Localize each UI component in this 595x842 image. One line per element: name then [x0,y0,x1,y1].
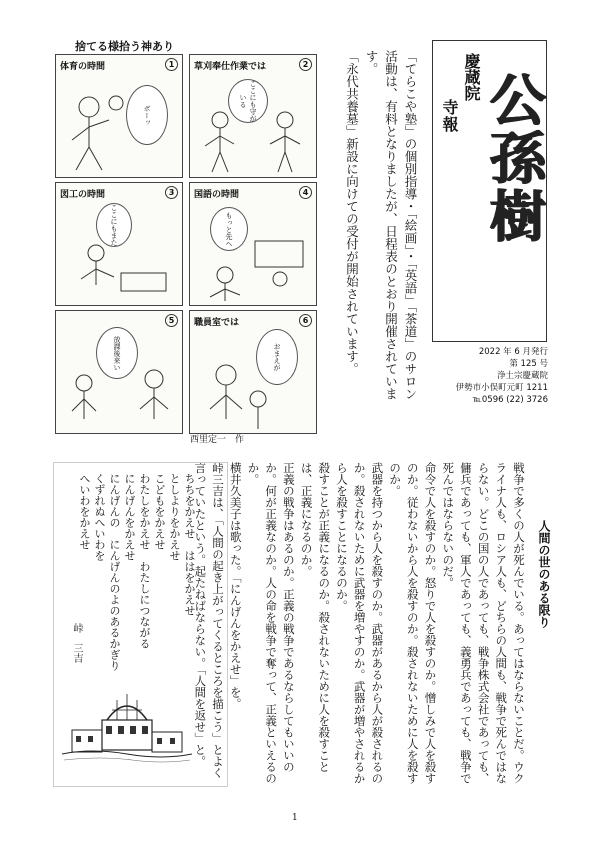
announcement-text [318,50,420,405]
figure-illustration [64,85,134,175]
comic-panel-3 [55,182,183,306]
masthead-title: 公孫樹 [481,71,547,245]
essay-body: 戦争で多くの人が死んでいる。あってはならないことだ。ウクライナ人も、ロシア人も、どちらの人間も、戦争で死んではならない。どこの国の人であっても、戦争株式会社であっても、傭兵であっても、軍人であっても、義勇兵であっても、戦争で死んではならないのだ。 命令で人を殺すのか。怒りで人を殺すのか。憎しみで人を殺すのか。従わないから人を殺すのか。殺されないために人を殺すのか。 武器を持つから人を殺すのか。武器があるから人が殺されるのか。殺されないために武器を増やすのか。武器が増やされるから人を殺すことになるのか。 殺すことが正義になるのか。殺されないために人を殺すことは、正義になるのか。 正義の戦争はあるのか。正義の戦争であるならしてもいいのか。何が正義なのか。人の命を戦争で奪って、正義といえるのか。 横井久美子は歌った。「にんげんをかえせ」を。 峠三吉は、「人間の起き上がってくるところを描こう」とよく言っていたという。起たねばならない。「人間を返せ」と。 [193,462,526,784]
comic-panel-6 [189,310,317,434]
figure-illustration [200,233,310,303]
essay-title: 人間の世のある限り [537,520,551,628]
panel-title: 図工の時間 [60,190,106,200]
announcement-body: 「てらこや塾」の個別指導・「絵画」・「英語」「茶道」のサロン活動は、有料となりましたが、日程表のとおり開催されています。 「永代共養墓」新設に向けての受付が開始されています。 [344,50,418,400]
panel-title: 体育の時間 [60,62,106,72]
panel-title: 草刈奉仕作業では [194,62,267,72]
poem-line: こどもをかえせ [153,473,166,550]
figure-illustration [64,369,176,431]
comic-strip [55,40,317,425]
comic-panel-2 [189,54,317,178]
poem-line: としよりをかえせ [168,473,181,561]
poem-line: ちちをかえせ ははをかえせ [183,473,196,616]
poem-line: くずれぬへいわを [93,473,106,561]
figure-illustration [196,359,306,431]
comic-panel-5 [55,310,183,434]
issue-date: 2022 年 6 月発行 [478,347,548,357]
poem-line: へいわをかえせ [78,473,91,550]
page-number: 1 [292,813,298,823]
poem-line: にんげんの にんげんのよのあるかぎり [108,473,121,671]
phone: ℡0596 (22) 3726 [472,395,548,405]
poet-name: 峠 三吉 [71,623,82,663]
address: 伊勢市小俣町元町 1211 [455,383,548,393]
issue-number: 第 125 号 [509,359,548,369]
masthead-info [432,346,552,406]
figure-illustration [66,241,176,303]
panel-title: 職員室では [194,318,240,328]
panel-number: 2 [299,58,312,71]
artist-credit: 西里定一 作 [190,435,245,445]
comic-panel-4 [189,182,317,306]
masthead-temple-name: 慶蔵院 [462,53,481,101]
speech-bubble: ボーッ [126,85,168,145]
figure-illustration [200,110,310,175]
speech-bubble: ここにも守がいる [228,79,268,123]
panel-number: 1 [165,58,178,71]
panel-number: 5 [165,314,178,327]
atomic-dome-illustration [62,690,192,765]
panel-number: 3 [165,186,178,199]
panel-number: 6 [299,314,312,327]
masthead-bulletin-label: 寺報 [440,99,459,133]
poem-line: わたしをかえせ わたしにつながる [138,473,151,649]
speech-bubble: おまえが [256,329,298,385]
publisher: 浄土宗慶蔵院 [496,371,548,381]
comic-title: 捨てる様拾う神あり [75,40,174,53]
masthead [432,40,547,342]
speech-bubble: ここにもまた [96,203,132,247]
comic-panel-1 [55,54,183,178]
panel-number: 4 [299,186,312,199]
speech-bubble: もっと先へ [210,207,248,251]
speech-bubble: 放課後来い [96,327,138,379]
panel-title: 国語の時間 [194,190,240,200]
poem-line: にんげんをかえせ [123,473,136,561]
